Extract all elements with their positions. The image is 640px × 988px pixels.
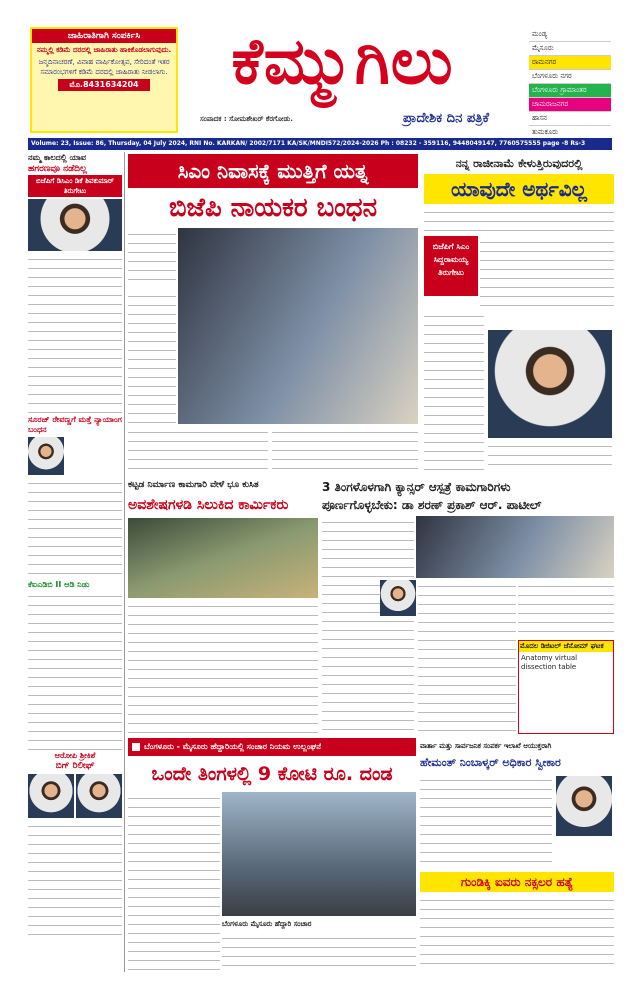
story4-article xyxy=(128,792,220,970)
right1-article2 xyxy=(480,236,614,308)
right1-article3 xyxy=(424,310,484,470)
region-item: ರಾಮನಗರ xyxy=(529,56,611,70)
accused-photo xyxy=(28,774,74,818)
bottom-strip-text: ಬೆಂಗಳೂರು - ಮೈಸೂರು ಹೆದ್ದಾರಿಯಲ್ಲಿ ಸಂಚಾರ ನಿಯಮ ಉಲ್ಲಂಘನೆ xyxy=(144,742,322,751)
region-list xyxy=(529,28,611,134)
minister-photo xyxy=(380,580,416,616)
right1-head2: ಯಾವುದೇ ಅರ್ಥವಿಲ್ಲ xyxy=(424,174,614,204)
left-column xyxy=(28,152,122,972)
masthead-tagline: ಪ್ರಾದೇಶಿಕ ದಿನ ಪತ್ರಿಕೆ xyxy=(403,111,489,126)
left-head3: ಕೆಐಎಡಿಬಿ II ಆಡಿ ನಿಡು xyxy=(28,580,90,589)
story3-head1: 3 ತಿಂಗಳೊಳಗಾಗಿ ಕ್ಯಾನ್ಸರ್ ಆಸ್ಪತ್ರೆ ಕಾಮಗಾರಿಗಳು xyxy=(322,480,511,494)
region-item: ಹಾಸನ xyxy=(529,112,611,126)
story3-article3 xyxy=(518,580,614,638)
story3-aside xyxy=(518,640,614,734)
left-head4a: ಆರೋಪಿ ಶ್ರೀಕಿಶೆ xyxy=(54,751,96,760)
region-item: ಮೈಸೂರು xyxy=(529,42,611,56)
highway-photo xyxy=(222,792,416,916)
protest-photo xyxy=(178,228,418,424)
left-article1 xyxy=(28,253,122,413)
story3-article2 xyxy=(418,580,516,734)
ad-phone: ಮೊ.8431634204 xyxy=(58,79,150,91)
hemant-photo xyxy=(556,776,612,836)
main1-article-bottom1 xyxy=(128,426,268,472)
story3-aside-head: ಮೊದಲ ಡಿಜಿಟಲ್ ಜೆನೋಮ್ ಘಟಕ xyxy=(519,641,613,652)
suraj-photo xyxy=(28,437,64,475)
right1-article4 xyxy=(488,440,612,470)
strip-bullet-icon xyxy=(132,743,140,751)
left-kicker2: ಹಗರಣವೂ ನಡೆದಿಲ್ಲ xyxy=(28,164,87,174)
story6-head: ಗುಂಡಿಕ್ಕಿ ಐವರು ನಕ್ಸಲರ ಹತ್ಯೆ xyxy=(420,872,614,892)
right1-article1 xyxy=(424,206,614,234)
accused-photo xyxy=(76,774,122,818)
story2-article xyxy=(128,600,318,734)
masthead-editor: ಸಂಪಾದಕ : ಸೋಮಶೇಖರ್ ಕೆರಗೋಡು. xyxy=(200,115,293,123)
region-item: ಬೆಂಗಳೂರು ಗ್ರಾಮಾಂತರ xyxy=(529,84,611,98)
main1-article-bottom2 xyxy=(272,426,418,472)
region-item: ಚಾಮರಾಜನಗರ xyxy=(529,98,611,112)
left-article3 xyxy=(28,590,122,750)
right1-head1: ನನ್ನ ರಾಜೀನಾಮೆ ಕೇಳುತ್ತಿರುವುದರಲ್ಲಿ xyxy=(455,157,583,170)
meeting-photo xyxy=(416,516,614,578)
dk-photo xyxy=(28,199,122,251)
left-photos xyxy=(28,774,122,818)
story3-article1 xyxy=(322,516,414,734)
left-kicker: ನಮ್ಮ ಕಾಲದಲ್ಲಿ ಯಾವ xyxy=(28,153,87,162)
region-item: ಬೆಂಗಳೂರು ನಗರ xyxy=(529,70,611,84)
ad-header: ಜಾಹಿರಾತಿಗಾಗಿ ಸಂಪರ್ಕಿಸಿ xyxy=(32,29,176,43)
story5-kicker: ವಾರ್ತಾ ಮತ್ತು ಸಾರ್ವಜನಿಕ ಸಂಪರ್ಕ ಇಲಾಖೆ ಆಯುಕ್ತರಾಗಿ xyxy=(420,742,552,750)
left-article2 xyxy=(28,477,122,579)
right1-box-text: ಬಿಜೆಪಿಗೆ ಸಿಎಂ ಸಿದ್ದರಾಮಯ್ಯ ತಿರುಗೇಟು xyxy=(432,242,470,277)
masthead-title: ಕೆಮ್ಮುಗಿಲು xyxy=(231,25,454,99)
main1-article-col1 xyxy=(128,228,176,288)
left-boxhead: ಬಿಜೆಪಿಗೆ ಡಿಸಿಎಂ ಡಿಕೆ ಶಿವಕುಮಾರ್ ತಿರುಗೇಟು xyxy=(28,175,122,197)
left-article4 xyxy=(28,820,122,940)
main1-article-col2 xyxy=(128,290,176,424)
bottom-strip xyxy=(128,738,416,756)
info-bar: Volume: 23, Issue: 86, Thursday, 04 July 2024, RNI No. KARKAN/ 2002/7171 KA/SK/MNDI572/2024-2026 Ph : 08232 - 359116, 9448049147, 7760575555 page -8 Rs-3 xyxy=(28,138,612,150)
siddaramaiah-photo xyxy=(488,330,612,438)
story4-head: ಒಂದೇ ತಿಂಗಳಲ್ಲಿ 9 ಕೋಟಿ ರೂ. ದಂಡ xyxy=(151,763,393,785)
story3-aside-text: Anatomy virtual dissection table xyxy=(521,654,578,671)
ad-box xyxy=(30,27,178,133)
main1-head2: ಬಿಜೆಪಿ ನಾಯಕರ ಬಂಧನ xyxy=(168,193,378,223)
region-item: ಮಂಡ್ಯ xyxy=(529,28,611,42)
story6-article xyxy=(420,894,614,970)
story5-head: ಹೇಮಂತ್ ನಿಂಬಾಳ್ಕರ್ ಅಧಿಕಾರ ಸ್ವೀಕಾರ xyxy=(420,756,561,769)
story4-caption: ಬೆಂಗಳೂರು ಮೈಸೂರು ಹೆದ್ದಾರಿ ಸಂಚಾರ xyxy=(222,920,312,928)
ad-line1: ನಮ್ಮಲ್ಲಿ ಕಡಿಮೆ ದರದಲ್ಲಿ ಜಾಹಿರಾತು ಹಾಕಿಕೊಡಲಾಗುವುದು. xyxy=(36,46,172,54)
story2-head1: ಕಟ್ಟಡ ನಿರ್ಮಾಣ ಕಾಮಗಾರಿ ವೇಳೆ ಭೂ ಕುಸಿತ xyxy=(128,480,259,490)
story5-article xyxy=(420,774,552,870)
divider xyxy=(124,152,125,972)
story2-head2: ಅವಶೇಷಗಳಡಿ ಸಿಲುಕಿದ ಕಾರ್ಮಿಕರು xyxy=(128,497,289,513)
ad-line2: ಜನ್ಮದಿನಾಚರಣೆ, ವಿವಾಹ ವಾರ್ಷಿಕೋತ್ಸವ, ಸೇರಿದಂತೆ ಇತರ ಸಮಾರಂಭಗಳಿಗೆ ಕಡಿಮೆ ದರದಲ್ಲಿ ಜಾಹಿರಾತು ನೀಡಲಾಗು. xyxy=(38,58,170,76)
story4-article2 xyxy=(222,932,416,970)
right1-box xyxy=(424,236,478,296)
story3-head2: ಪೂರ್ಣಗೊಳ್ಳಬೇಕು: ಡಾ ಶರಣ್ ಪ್ರಕಾಶ್ ಆರ್. ಪಾಟೀಲ್ xyxy=(322,498,542,512)
left-head4b: ಬಿಗ್ ರಿಲೀಫ್ xyxy=(55,761,95,771)
region-item: ತುಮಕೂರು xyxy=(529,126,611,139)
collapse-photo xyxy=(128,518,318,598)
left-head2: ಸೂರಜ್ ರೇವಣ್ಣಗೆ ಮತ್ತೆ ನ್ಯಾಯಾಂಗ ಬಂಧನ xyxy=(28,415,122,434)
main1-head1: ಸಿಎಂ ನಿವಾಸಕ್ಕೆ ಮುತ್ತಿಗೆ ಯತ್ನ xyxy=(128,154,418,188)
